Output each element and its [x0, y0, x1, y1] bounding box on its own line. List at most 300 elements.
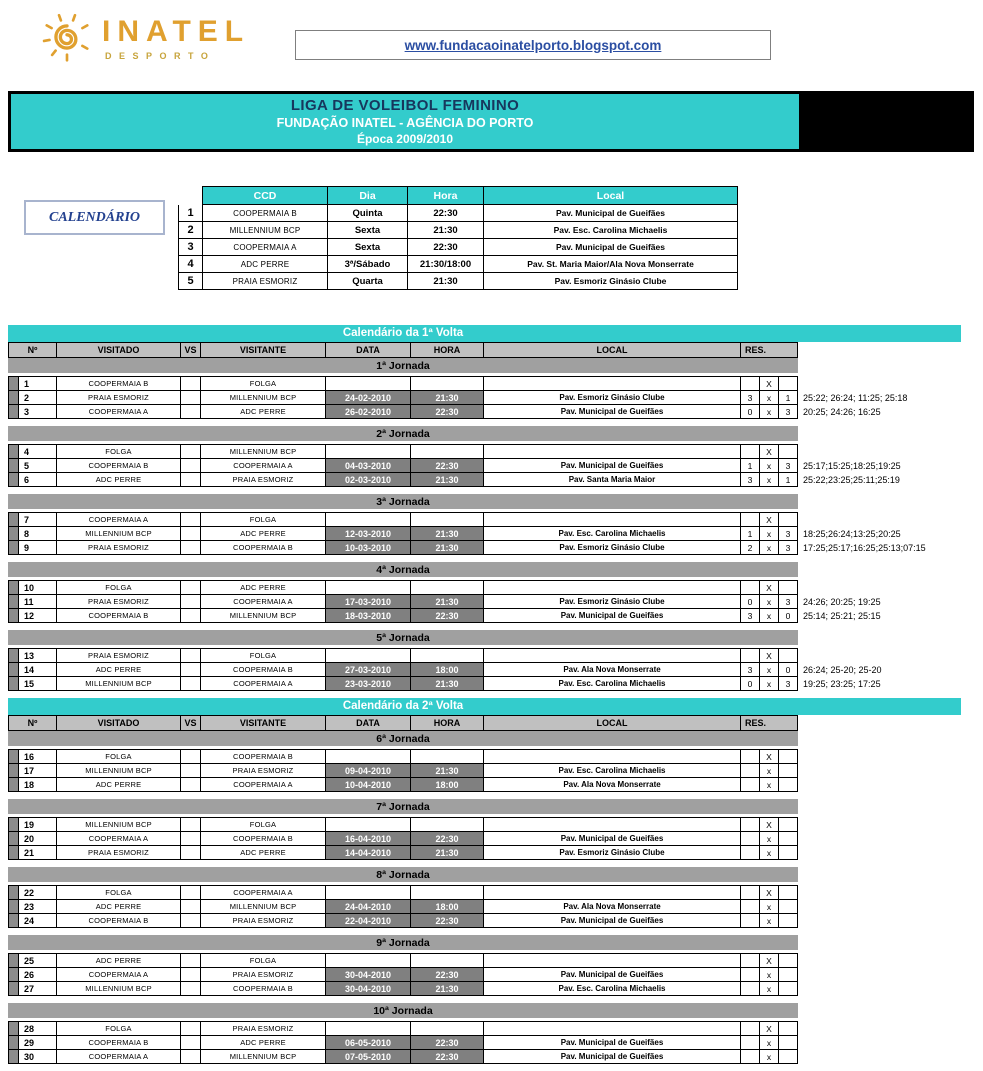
result-x: x [760, 527, 779, 541]
result-away: 3 [779, 459, 798, 473]
game-date [326, 750, 411, 764]
row-strip [9, 391, 19, 405]
game-time: 22:30 [411, 914, 484, 928]
result-away [779, 750, 798, 764]
jornada-games [8, 512, 983, 555]
ccd-venue: Pav. St. Maria Maior/Ala Nova Monserrate [484, 256, 738, 273]
game-row [8, 1050, 983, 1064]
game-venue [484, 377, 741, 391]
game-date: 24-04-2010 [326, 900, 411, 914]
away-team: ADC PERRE [201, 527, 326, 541]
column-header-vs: VS [181, 343, 201, 358]
game-time: 21:30 [411, 541, 484, 555]
result-away [779, 764, 798, 778]
game-time: 18:00 [411, 778, 484, 792]
game-venue: Pav. Ala Nova Monserrate [484, 778, 741, 792]
row-strip [9, 778, 19, 792]
game-row [8, 663, 983, 677]
result-home: 3 [741, 473, 760, 487]
result-x: x [760, 914, 779, 928]
row-strip [9, 1036, 19, 1050]
vs-cell [181, 886, 201, 900]
game-number: 3 [19, 405, 57, 419]
ccd-team-name: PRAIA ESMORIZ [203, 273, 328, 290]
result-away [779, 818, 798, 832]
result-away [779, 982, 798, 996]
result-home [741, 778, 760, 792]
game-time [411, 377, 484, 391]
away-team: ADC PERRE [201, 1036, 326, 1050]
game-row-table [8, 609, 798, 623]
set-scores [798, 953, 803, 968]
calendar-label: CALENDÁRIO [24, 200, 165, 235]
game-time [411, 818, 484, 832]
game-row-table [8, 900, 798, 914]
ccd-team-name: COOPERMAIA B [203, 205, 328, 222]
game-row-table [8, 391, 798, 405]
result-away: 3 [779, 595, 798, 609]
ccd-row-number: 2 [179, 222, 203, 239]
game-date: 04-03-2010 [326, 459, 411, 473]
result-x: X [760, 513, 779, 527]
game-row [8, 914, 983, 928]
set-scores: 26:24; 25-20; 25-20 [803, 665, 882, 675]
ccd-day: Sexta [328, 222, 408, 239]
game-time: 21:30 [411, 982, 484, 996]
game-venue: Pav. Municipal de Gueifães [484, 609, 741, 623]
title-block-right-fill [799, 94, 971, 149]
game-row-table [8, 527, 798, 541]
game-time: 22:30 [411, 405, 484, 419]
game-row-table [8, 580, 798, 595]
title-panel [11, 94, 799, 149]
game-time [411, 954, 484, 968]
game-row [8, 846, 983, 860]
game-venue: Pav. Esmoriz Ginásio Clube [484, 391, 741, 405]
game-number: 26 [19, 968, 57, 982]
row-strip [9, 649, 19, 663]
ccd-table-row [179, 222, 738, 239]
game-venue [484, 818, 741, 832]
game-date: 30-04-2010 [326, 982, 411, 996]
brand-subtitle: DESPORTO [105, 51, 216, 61]
column-header-visitado: VISITADO [57, 716, 181, 731]
game-row-table [8, 953, 798, 968]
home-team: COOPERMAIA A [57, 1050, 181, 1064]
game-date: 18-03-2010 [326, 609, 411, 623]
ccd-header-ccd: CCD [203, 187, 328, 205]
jornada-header: 2ª Jornada [8, 426, 798, 441]
game-date [326, 954, 411, 968]
set-scores: 18:25;26:24;13:25;20:25 [803, 529, 901, 539]
home-team: COOPERMAIA B [57, 914, 181, 928]
away-team: ADC PERRE [201, 846, 326, 860]
row-strip [9, 513, 19, 527]
home-team: PRAIA ESMORIZ [57, 541, 181, 555]
set-scores: 25:14; 25:21; 25:15 [803, 611, 881, 621]
jornada-games [8, 1021, 983, 1064]
game-row-table [8, 677, 798, 691]
jornada-games [8, 749, 983, 792]
game-date [326, 818, 411, 832]
game-number: 8 [19, 527, 57, 541]
game-date [326, 377, 411, 391]
home-team: ADC PERRE [57, 954, 181, 968]
away-team: COOPERMAIA A [201, 677, 326, 691]
result-home [741, 900, 760, 914]
game-number: 1 [19, 377, 57, 391]
away-team: PRAIA ESMORIZ [201, 968, 326, 982]
column-header-visitado: VISITADO [57, 343, 181, 358]
game-row [8, 595, 983, 609]
set-scores [798, 968, 803, 982]
away-team: PRAIA ESMORIZ [201, 764, 326, 778]
row-strip [9, 982, 19, 996]
blog-url-link[interactable]: www.fundacaoinatelporto.blogspot.com [404, 37, 662, 53]
result-x: x [760, 982, 779, 996]
result-x: x [760, 405, 779, 419]
away-team: COOPERMAIA B [201, 832, 326, 846]
game-number: 19 [19, 818, 57, 832]
column-header-hora: HORA [411, 343, 484, 358]
result-x: x [760, 900, 779, 914]
vs-cell [181, 663, 201, 677]
result-away: 3 [779, 405, 798, 419]
game-row-table [8, 817, 798, 832]
away-team: COOPERMAIA B [201, 982, 326, 996]
home-team: ADC PERRE [57, 778, 181, 792]
result-away [779, 832, 798, 846]
game-row [8, 444, 983, 459]
result-x: x [760, 832, 779, 846]
game-date: 14-04-2010 [326, 846, 411, 860]
set-scores [798, 914, 803, 928]
vs-cell [181, 677, 201, 691]
result-home [741, 914, 760, 928]
game-number: 27 [19, 982, 57, 996]
game-row-table [8, 832, 798, 846]
ccd-team-name: ADC PERRE [203, 256, 328, 273]
result-home [741, 982, 760, 996]
organization-title: FUNDAÇÃO INATEL - AGÊNCIA DO PORTO [276, 116, 534, 130]
game-time: 22:30 [411, 832, 484, 846]
game-row-table [8, 749, 798, 764]
result-away [779, 649, 798, 663]
ccd-venue: Pav. Esc. Carolina Michaelis [484, 222, 738, 239]
set-scores [798, 832, 803, 846]
result-home [741, 968, 760, 982]
home-team: FOLGA [57, 750, 181, 764]
away-team: MILLENNIUM BCP [201, 900, 326, 914]
jornada-header: 5ª Jornada [8, 630, 798, 645]
game-time [411, 649, 484, 663]
away-team: ADC PERRE [201, 405, 326, 419]
jornada-games [8, 648, 983, 691]
vs-cell [181, 459, 201, 473]
home-team: FOLGA [57, 1022, 181, 1036]
away-team: MILLENNIUM BCP [201, 391, 326, 405]
game-row-table [8, 473, 798, 487]
result-home [741, 649, 760, 663]
game-row [8, 648, 983, 663]
ccd-day: Sexta [328, 239, 408, 256]
set-scores: 25:17;15:25;18:25;19:25 [803, 461, 901, 471]
home-team: FOLGA [57, 445, 181, 459]
game-venue [484, 649, 741, 663]
vs-cell [181, 445, 201, 459]
game-venue [484, 886, 741, 900]
result-x: x [760, 968, 779, 982]
row-strip [9, 377, 19, 391]
game-row-table [8, 1021, 798, 1036]
game-number: 18 [19, 778, 57, 792]
result-home [741, 832, 760, 846]
result-x: x [760, 663, 779, 677]
away-team: PRAIA ESMORIZ [201, 1022, 326, 1036]
game-number: 24 [19, 914, 57, 928]
volta-title: Calendário da 2ª Volta [342, 700, 464, 712]
game-row [8, 817, 983, 832]
game-number: 12 [19, 609, 57, 623]
row-strip [9, 541, 19, 555]
result-x: X [760, 649, 779, 663]
ccd-table [178, 186, 738, 290]
game-time [411, 445, 484, 459]
jornada-header: 6ª Jornada [8, 731, 798, 746]
result-home: 1 [741, 459, 760, 473]
column-header-data: DATA [326, 343, 411, 358]
result-home [741, 750, 760, 764]
ccd-time: 22:30 [408, 239, 484, 256]
ccd-table-row [179, 273, 738, 290]
set-scores [798, 1036, 803, 1050]
jornada-games [8, 444, 983, 487]
away-team: MILLENNIUM BCP [201, 445, 326, 459]
jornada-header: 4ª Jornada [8, 562, 798, 577]
result-away [779, 1036, 798, 1050]
result-x: X [760, 377, 779, 391]
column-header-local: LOCAL [484, 716, 741, 731]
game-row [8, 527, 983, 541]
jornada-header: 1ª Jornada [8, 358, 798, 373]
game-venue: Pav. Ala Nova Monserrate [484, 900, 741, 914]
game-number: 5 [19, 459, 57, 473]
row-strip [9, 663, 19, 677]
game-time: 22:30 [411, 459, 484, 473]
result-x: x [760, 541, 779, 555]
game-time [411, 886, 484, 900]
game-number: 23 [19, 900, 57, 914]
result-x: x [760, 473, 779, 487]
game-number: 2 [19, 391, 57, 405]
game-date: 07-05-2010 [326, 1050, 411, 1064]
column-header-row [8, 342, 798, 358]
game-date: 02-03-2010 [326, 473, 411, 487]
game-venue [484, 750, 741, 764]
game-time: 21:30 [411, 677, 484, 691]
league-calendar [8, 325, 983, 1071]
home-team: ADC PERRE [57, 473, 181, 487]
game-date: 27-03-2010 [326, 663, 411, 677]
ccd-header-dia: Dia [328, 187, 408, 205]
ccd-table-rows [178, 205, 738, 290]
game-row [8, 609, 983, 623]
result-x: X [760, 581, 779, 595]
game-venue [484, 1022, 741, 1036]
result-home [741, 581, 760, 595]
title-block [8, 91, 974, 152]
game-row [8, 778, 983, 792]
row-strip [9, 846, 19, 860]
vs-cell [181, 778, 201, 792]
home-team: COOPERMAIA B [57, 609, 181, 623]
game-number: 10 [19, 581, 57, 595]
ccd-row-number: 3 [179, 239, 203, 256]
ccd-time: 21:30/18:00 [408, 256, 484, 273]
result-x: x [760, 595, 779, 609]
home-team: COOPERMAIA A [57, 832, 181, 846]
result-away [779, 377, 798, 391]
game-time: 21:30 [411, 846, 484, 860]
column-header-hora: HORA [411, 716, 484, 731]
result-away [779, 778, 798, 792]
ccd-time: 22:30 [408, 205, 484, 222]
game-number: 7 [19, 513, 57, 527]
row-strip [9, 750, 19, 764]
result-home: 0 [741, 595, 760, 609]
home-team: PRAIA ESMORIZ [57, 846, 181, 860]
column-header-visitante: VISITANTE [201, 343, 326, 358]
game-date: 12-03-2010 [326, 527, 411, 541]
result-x: X [760, 445, 779, 459]
game-date: 06-05-2010 [326, 1036, 411, 1050]
away-team: MILLENNIUM BCP [201, 1050, 326, 1064]
result-away: 3 [779, 677, 798, 691]
set-scores: 20:25; 24:26; 16:25 [803, 407, 881, 417]
ccd-day: 3ª/Sábado [328, 256, 408, 273]
game-number: 22 [19, 886, 57, 900]
result-home: 2 [741, 541, 760, 555]
game-row-table [8, 846, 798, 860]
result-away [779, 968, 798, 982]
season-title: Época 2009/2010 [356, 132, 454, 146]
result-home [741, 1022, 760, 1036]
vs-cell [181, 1050, 201, 1064]
away-team: FOLGA [201, 377, 326, 391]
game-number: 29 [19, 1036, 57, 1050]
game-time: 21:30 [411, 527, 484, 541]
result-home [741, 1036, 760, 1050]
away-team: COOPERMAIA B [201, 663, 326, 677]
game-date [326, 649, 411, 663]
result-home [741, 513, 760, 527]
home-team: COOPERMAIA A [57, 405, 181, 419]
game-row-table [8, 459, 798, 473]
ccd-venue: Pav. Municipal de Gueifães [484, 239, 738, 256]
away-team: FOLGA [201, 818, 326, 832]
set-scores: 19:25; 23:25; 17:25 [803, 679, 881, 689]
result-away [779, 1022, 798, 1036]
ccd-time: 21:30 [408, 273, 484, 290]
row-strip [9, 581, 19, 595]
game-date: 26-02-2010 [326, 405, 411, 419]
result-x: x [760, 764, 779, 778]
game-time: 22:30 [411, 1036, 484, 1050]
set-scores [798, 885, 803, 900]
away-team: FOLGA [201, 954, 326, 968]
game-venue: Pav. Santa Maria Maior [484, 473, 741, 487]
game-row [8, 1021, 983, 1036]
set-scores: 24:26; 20:25; 19:25 [803, 597, 881, 607]
row-strip [9, 954, 19, 968]
vs-cell [181, 846, 201, 860]
game-row-table [8, 914, 798, 928]
vs-cell [181, 473, 201, 487]
game-row [8, 405, 983, 419]
ccd-venue: Pav. Municipal de Gueifães [484, 205, 738, 222]
game-row [8, 885, 983, 900]
set-scores [798, 648, 803, 663]
game-row [8, 1036, 983, 1050]
game-number: 20 [19, 832, 57, 846]
vs-cell [181, 541, 201, 555]
game-number: 30 [19, 1050, 57, 1064]
game-time [411, 750, 484, 764]
game-venue [484, 445, 741, 459]
game-time: 22:30 [411, 968, 484, 982]
game-venue: Pav. Esmoriz Ginásio Clube [484, 541, 741, 555]
result-x: X [760, 750, 779, 764]
ccd-table-row [179, 256, 738, 273]
home-team: MILLENNIUM BCP [57, 764, 181, 778]
game-row [8, 580, 983, 595]
set-scores [798, 444, 803, 459]
set-scores: 17:25;25:17;16:25;25:13;07:15 [803, 543, 926, 553]
game-number: 11 [19, 595, 57, 609]
vs-cell [181, 954, 201, 968]
logo-text [102, 8, 250, 61]
result-x: x [760, 1036, 779, 1050]
away-team: COOPERMAIA A [201, 778, 326, 792]
result-away [779, 886, 798, 900]
home-team: FOLGA [57, 581, 181, 595]
game-row-table [8, 778, 798, 792]
vs-cell [181, 818, 201, 832]
game-row-table [8, 512, 798, 527]
row-strip [9, 445, 19, 459]
row-strip [9, 595, 19, 609]
result-home: 3 [741, 663, 760, 677]
game-venue [484, 581, 741, 595]
result-away [779, 445, 798, 459]
result-x: x [760, 1050, 779, 1064]
vs-cell [181, 391, 201, 405]
ccd-venue: Pav. Esmoriz Ginásio Clube [484, 273, 738, 290]
ccd-time: 21:30 [408, 222, 484, 239]
vs-cell [181, 595, 201, 609]
game-row-table [8, 1050, 798, 1064]
game-number: 16 [19, 750, 57, 764]
row-strip [9, 473, 19, 487]
column-header-vs: VS [181, 716, 201, 731]
game-venue: Pav. Esc. Carolina Michaelis [484, 677, 741, 691]
home-team: MILLENNIUM BCP [57, 527, 181, 541]
game-row [8, 982, 983, 996]
vs-cell [181, 832, 201, 846]
vs-cell [181, 900, 201, 914]
ccd-header-hora: Hora [408, 187, 484, 205]
jornada-games [8, 885, 983, 928]
